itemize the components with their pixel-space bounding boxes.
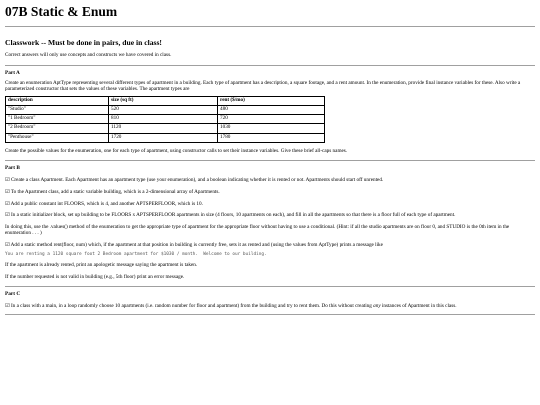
table-cell: 480: [218, 105, 325, 114]
checkbox-checked-icon: ☑: [5, 177, 10, 184]
part-a-intro: Create an enumeration AptType representing several different types of apartment in a building. Each type of apartment has a description, a square footage, and a rent amount. In the enumeration, provide final instance variables for these. Also write a parameterized constructor that sets the values of these variables. The apartment types are: [5, 79, 521, 93]
table-cell: "Studio": [6, 105, 109, 114]
table-cell: 1780: [218, 133, 325, 142]
part-b-item-initializer: [5, 212, 535, 219]
page-title: 07B Static & Enum: [5, 4, 118, 19]
table-header-description: description: [6, 96, 109, 105]
table-cell: "1 Bedroom": [6, 115, 109, 124]
part-c-item-emphasis: any: [373, 302, 381, 309]
part-c-heading: Part C: [5, 290, 21, 297]
classwork-note: Correct answers will only use concepts and constructs we have covered in class.: [5, 52, 172, 58]
classwork-heading: Classwork -- Must be done in pairs, due in class!: [5, 38, 162, 47]
part-a-values-note: Create the possible values for the enumeration, one for each type of apartment, using constructor calls to set their instance variables. Give these brief all-caps names.: [5, 147, 348, 154]
table-cell: "Penthouse": [6, 133, 109, 142]
checkbox-checked-icon: ☑: [5, 212, 10, 219]
table-cell: 1720: [109, 133, 218, 142]
checkbox-checked-icon: ☑: [5, 188, 10, 195]
section-divider-b: [5, 160, 535, 161]
part-b-item-rent: [5, 242, 535, 249]
part-b-item-building: [5, 189, 535, 196]
bottom-divider: [5, 314, 535, 315]
table-row: [6, 105, 325, 114]
table-cell: 810: [109, 115, 218, 124]
section-divider-c: [5, 286, 535, 287]
checkbox-checked-icon: ☑: [5, 302, 10, 309]
table-cell: 1030: [218, 124, 325, 133]
part-c-item: [5, 303, 535, 310]
part-b-heading: Part B: [5, 165, 20, 172]
sample-output: You are renting a 1120 square foot 2 Bedroom apartment for $1030 / month. Welcome to our building.: [5, 252, 267, 258]
table-cell: 1120: [109, 124, 218, 133]
part-b-invalid-note: If the number requested is not valid in building (e.g., 5th floor) print an error message.: [5, 274, 185, 281]
title-divider: [5, 26, 535, 27]
part-b-values-note: In doing this, use the .values() method of the enumeration to get the appropriate type of apartment for the appropriate floor without having to use a conditional. (Hint: if all the studio apartments are on floor 0, and STUDIO is the 0th item in the enumeration . . . ): [5, 223, 510, 237]
table-cell: 520: [109, 105, 218, 114]
part-a-heading: Part A: [5, 69, 20, 76]
part-b-item-text: Create a class Apartment. Each Apartment has an apartment type (use your enumeration), and a boolean indicating whether it is rented or not. Apartments should start off unrented.: [10, 177, 384, 184]
table-row: [6, 115, 325, 124]
table-header-row: [6, 96, 325, 105]
part-c-item-text-start: In a class with a main, in a loop randomly choose 10 apartments (i.e. random number for floor and apartment) from the building and try to rent them. Do this without creating: [10, 302, 374, 309]
part-b-item-text: Add a public constant int FLOORS, which is 4, and another APTSPERFLOOR, which is 10.: [10, 200, 203, 207]
part-b-rented-note: If the apartment is already rented, print an apologetic message saying the apartment is taken.: [5, 262, 198, 269]
table-header-size: size (sq ft): [109, 96, 218, 105]
part-b-item-text: In a static initializer block, set up building to be FLOORS x APTSPERFLOOR apartments in size (4 floors, 10 apartments on each), and fill in all the apartments so that there is a floor full of each type of apartment.: [10, 212, 456, 219]
checkbox-checked-icon: ☑: [5, 241, 10, 248]
table-row: [6, 133, 325, 142]
part-b-item-class: [5, 177, 535, 184]
table-header-rent: rent ($/mo): [218, 96, 325, 105]
section-divider-a: [5, 65, 535, 66]
apartment-types-table: [5, 96, 325, 143]
part-b-item-text: To the Apartment class, add a static variable building, which is a 2-dimensional array of Apartments.: [10, 188, 220, 195]
part-c-item-text-end: instances of Apartment in this class.: [380, 302, 457, 309]
part-b-item-text: Add a static method rent(floor, num) which, if the apartment at that position in building is currently free, sets it as rented and (using the values from AptType) prints a message like: [10, 241, 383, 248]
part-b-item-constants: [5, 201, 535, 208]
checkbox-checked-icon: ☑: [5, 200, 10, 207]
table-cell: "2 Bedroom": [6, 124, 109, 133]
table-row: [6, 124, 325, 133]
table-cell: 720: [218, 115, 325, 124]
